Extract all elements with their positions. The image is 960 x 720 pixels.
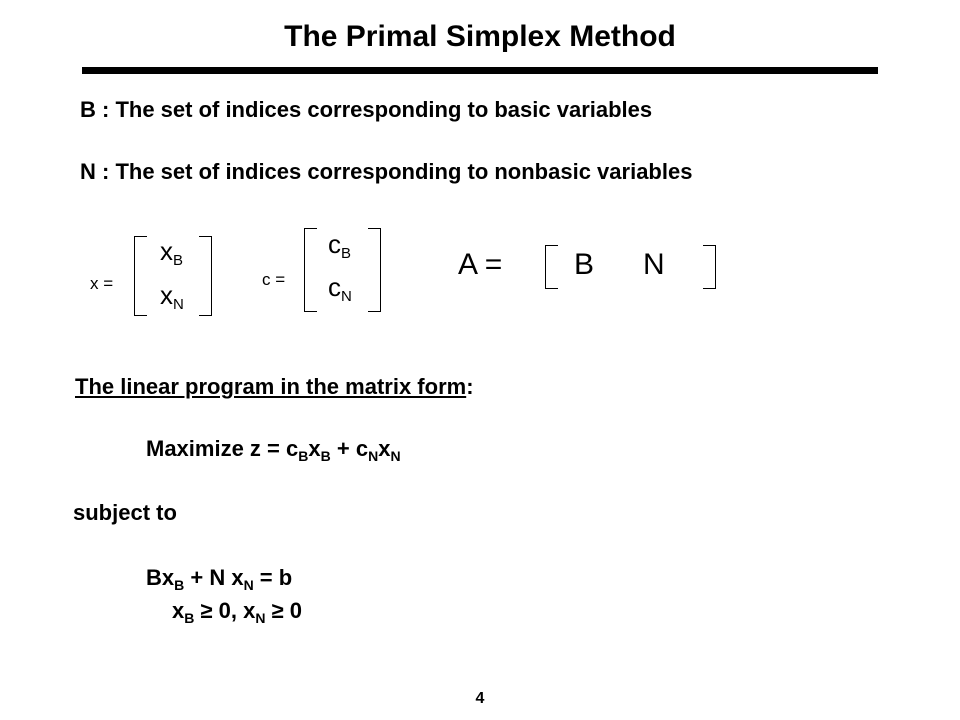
c-n-entry: $c_N$ — [328, 272, 352, 305]
c-vector-label: c = — [262, 270, 286, 289]
a-matrix-label: A = — [458, 248, 503, 281]
subject-to-label: subject to — [73, 500, 177, 525]
x-n-entry: $x_N$ — [160, 280, 184, 313]
nonnegativity-constraint: $x_B \ge 0$, $x_N \ge 0$ — [172, 598, 303, 626]
lp-heading: The linear program in the matrix form: — [75, 374, 474, 399]
a-right-bracket — [703, 245, 716, 289]
basic-indices-definition: B : The set of indices corresponding to basic variables — [80, 97, 653, 122]
page-title: The Primal Simplex Method — [284, 20, 676, 53]
c-b-entry: $c_B$ — [328, 229, 352, 262]
x-right-bracket — [199, 236, 212, 316]
title-rule — [82, 67, 878, 74]
a-matrix-n-column: N — [643, 248, 665, 281]
c-left-bracket — [304, 228, 317, 312]
x-left-bracket — [134, 236, 147, 316]
c-right-bracket — [368, 228, 381, 312]
x-b-entry: $x_B$ — [160, 236, 184, 269]
objective-function: Maximize $z = c_Bx_B + c_Nx_N$ — [146, 436, 401, 464]
a-left-bracket — [545, 245, 558, 289]
x-vector-label: x = — [90, 274, 114, 293]
equality-constraint: $Bx_B + N$ $x_N = b$ — [146, 565, 293, 593]
a-matrix-b-column: B — [574, 248, 595, 281]
nonbasic-indices-definition: N : The set of indices corresponding to nonbasic variables — [80, 159, 693, 184]
page-number: 4 — [475, 690, 485, 707]
